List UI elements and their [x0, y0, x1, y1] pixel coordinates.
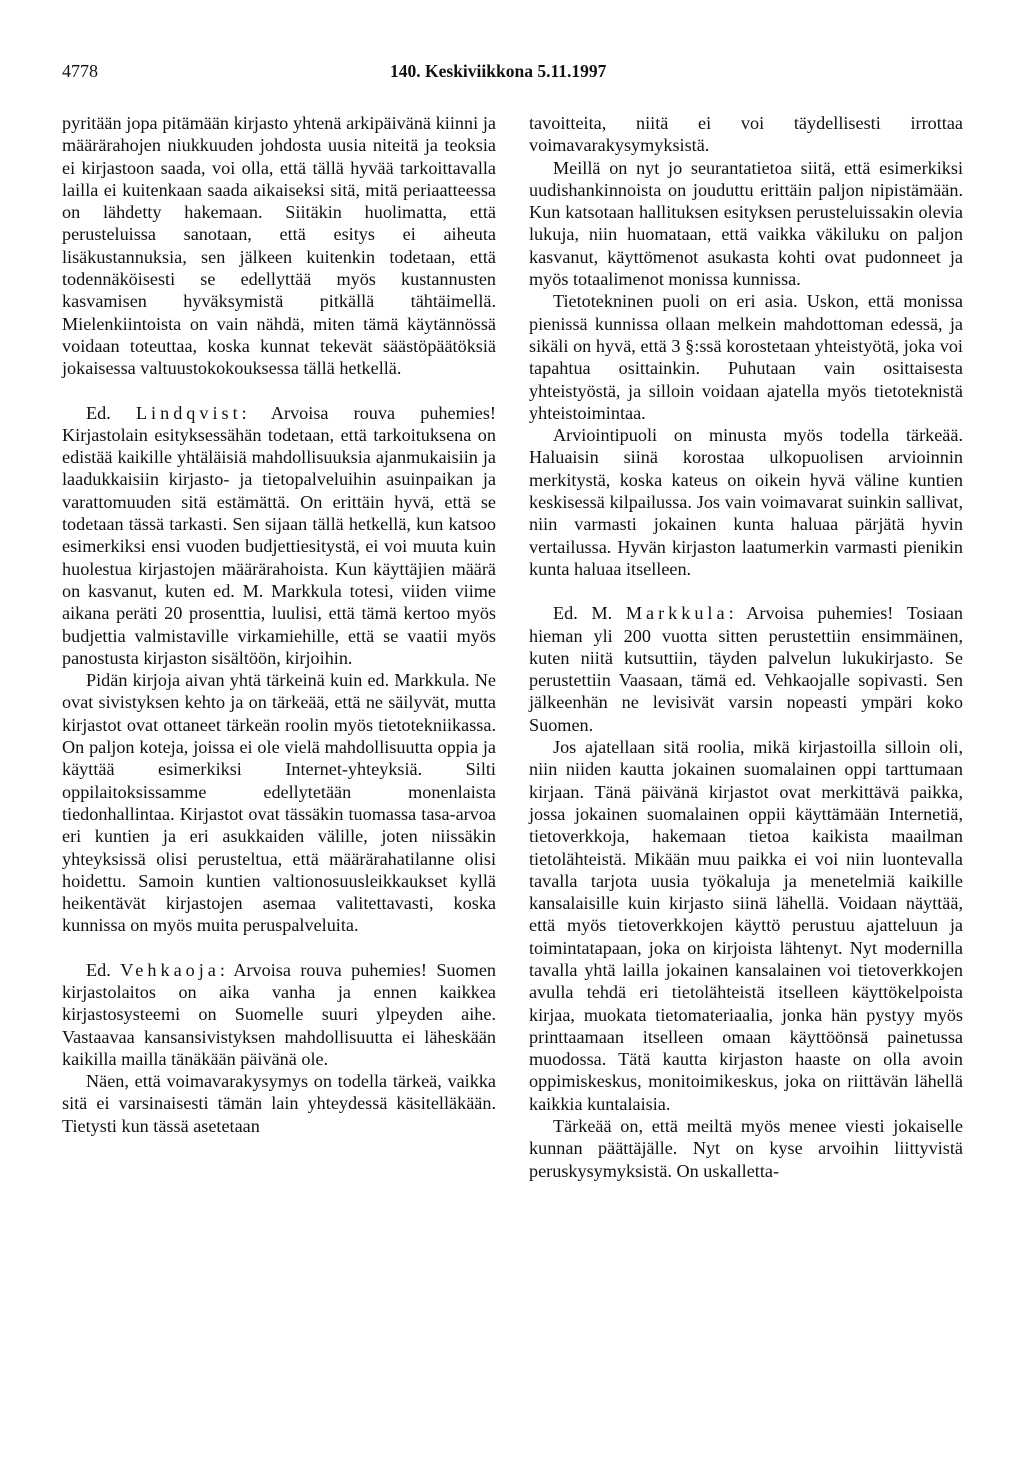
- page-number: 4778: [62, 61, 98, 81]
- paragraph: Tärkeää on, että meiltä myös menee viesti jokaiselle kunnan päättäjälle. Nyt on kyse arvoihin liittyvistä peruskysymyksistä. On uskalletta-: [529, 1116, 963, 1181]
- left-column: [62, 112, 496, 1137]
- speaker-name: Vehkaoja: [120, 959, 220, 980]
- session-header: 140. Keskiviikkona 5.11.1997: [390, 61, 607, 81]
- speech-text: : Arvoisa puhemies! Tosiaan hieman yli 200 vuotta sitten perustettiin ensimmäinen, kuten niitä kutsuttiin, täyden palvelun lukukirjasto. Se perustettiin Vaasaan, tämä ed. Vehkaojalle sopivasti. Sen jälkeenhän ne levisivät varsin nopeasti ympäri koko Suomen.: [529, 603, 963, 735]
- speech-lindqvist: [62, 402, 496, 670]
- paragraph: Pidän kirjoja aivan yhtä tärkeinä kuin ed. Markkula. Ne ovat sivistyksen kehto ja on tärkeää, että ne säilyvät, mutta kirjastot ovat ottaneet tärkeän roolin myös tietotekniikassa. On paljon koteja, joissa ei ole vielä mahdollisuutta oppia ja käyttää esimerkiksi Internet-yhteyksiä. Silti oppilaitoksissamme edellytetään monenlaista tiedonhallintaa. Kirjastot ovat tässäkin tuomassa tasa-arvoa eri kuntien ja eri asukkaiden välille, joten niissäkin yhteyksissä olisi perusteltua, että määrärahatilanne olisi hoidettu. Samoin kuntien valtionosuusleikkaukset kyllä heikentävät kirjastojen asemaa valitettavasti, koska kunnissa on myös muita peruspalveluita.: [62, 670, 496, 936]
- paragraph: Meillä on nyt jo seurantatietoa siitä, että esimerkiksi uudishankinnoista on jouduttu erittäin paljon nipistämään. Kun katsotaan hallituksen esityksen perusteluissakin olevia lukuja, niin huomataan, että vaikka väkiluku on paljon kasvanut, käyttömenot asukasta kohti ovat pudonneet ja myös totaalimenot monissa kunnissa.: [529, 157, 963, 290]
- paragraph: pyritään jopa pitämään kirjasto yhtenä arkipäivänä kiinni ja määrärahojen niukkuuden johdosta uusia niteitä ja teoksia ei kirjastoon saada, voi olla, että tällä hyvää tarkoittavalla lailla ei kuitenkaan saada aikaiseksi sitä, mitä periaatteessa on lähdetty hakemaan. Siitäkin huolimatta, että perusteluissa sanotaan, että esitys ei aiheuta lisäkustannuksia, sen jälkeen kuitenkin todetaan, että todennäköisesti se edellyttää myös kustannusten kasvamisen hyväksymistä pitkällä tähtäimellä. Mielenkiintoista on vain nähdä, miten tämä käytännössä voidaan toteuttaa, koska kunnat tekevät säästöpäätöksiä jokaisessa valtuustokokouksessa tällä hetkellä.: [62, 113, 496, 379]
- paragraph: Jos ajatellaan sitä roolia, mikä kirjastoilla silloin oli, niin niiden kautta jokainen suomalainen oppi tarttumaan kirjaan. Tänä päivänä kirjastot ovat merkittävä paikka, jossa jokainen suomalainen oppii käyttämään Internetiä, tietoverkkoja, hakemaan tietoa kaikista maailman tietolähteistä. Mikään muu paikka ei voi niin luontevalla tavalla tarjota uusia työkaluja ja menetelmiä kaikille kansalaisille kuin kirjasto siinä lähellä. Voidaan näyttää, että myös tietoverkkojen käyttö perustuu ajatteluun ja toimintatapaan, joka on kirjoista lähtenyt. Nyt modernilla tavalla yhtä lailla jokainen kansalainen voi tietoverkkojen avulla tehdä eri tietolähteistä itselleen käyttökelpoista kirjaa, muokata tietomateriaalia, jonka hän pystyy myös printtaamaan itselleen omaan käyttöönsä painetussa muodossa. Tätä kautta kirjaston haaste on olla avoin oppimiskeskus, monitoimikeskus, joka on riittävän lähellä kaikkia kuntalaisia.: [529, 737, 963, 1114]
- speech-text: : Arvoisa rouva puhemies! Suomen kirjastolaitos on aika vanha ja ennen kaikkea kirjastosysteemi on Suomelle suuri ylpeyden aihe. Vastaavaa kansansivistyksen mahdollisuutta ei läheskään kaikilla mailla tänäkään päivänä ole.: [62, 959, 496, 1069]
- speech-markkula: [529, 602, 963, 736]
- speech-prefix: Ed. M.: [553, 603, 626, 624]
- paragraph: Näen, että voimavarakysymys on todella tärkeä, vaikka sitä ei varsinaisesti tämän lain yhteydessä käsitelläkään. Tietysti kun tässä asetetaan: [62, 1071, 496, 1136]
- speech-prefix: Ed.: [86, 959, 121, 980]
- speaker-name: Markkula: [625, 603, 729, 624]
- speech-text: : Arvoisa rouva puhemies! Kirjastolain esityksessähän todetaan, että tarkoituksena on edistää kaikille yhtäläisiä mahdollisuuksia ajanmukaisiin ja laadukkaisiin kirjasto- ja tietopalveluihin asuinpaikan ja varattomuuden sitä estämättä. On erittäin hyvä, että se todetaan tässä tarkasti. Sen sijaan tällä hetkellä, kun katsoo esimerkiksi ensi vuoden budjettiesitystä, ei voi muuta kuin huolestua kirjastojen määrärahoista. Kun käyttäjien määrä on kasvanut, kuten ed. M. Markkula totesi, viiden viime aikana peräti 20 prosenttia, luulisi, että tämä kertoo myös budjettia valmistaville virkamiehille, että se vaatii myös panostusta kirjaston sisältöön, kirjoihin.: [62, 402, 496, 668]
- speech-prefix: Ed.: [86, 402, 136, 423]
- paragraph: tavoitteita, niitä ei voi täydellisesti irrottaa voimavarakysymyksistä.: [529, 113, 963, 156]
- paragraph: Arviointipuoli on minusta myös todella tärkeää. Haluaisin siinä korostaa ulkopuolisen arvioinnin merkitystä, koska kateus on oikein hyvä väline kuntien keskisessä kilpailussa. Jos vain voimavarat suinkin sallivat, niin varmasti jokainen kunta haluaa pärjätä hyvin vertailussa. Hyvän kirjaston laatumerkin varmasti pienikin kunta haluaa itselleen.: [529, 425, 963, 579]
- paragraph: Tietotekninen puoli on eri asia. Uskon, että monissa pienissä kunnissa ollaan melkein mahdottoman edessä, ja sikäli on hyvä, että 3 §:ssä korostetaan yhteistyötä, joka voi tapahtua osittainkin. Puhutaan vain osittaisesta yhteistyöstä, ja silloin voidaan ajatella myös tietoteknistä yhteistoimintaa.: [529, 291, 963, 423]
- speaker-name: Lindqvist: [135, 402, 242, 423]
- right-column: [529, 112, 963, 1182]
- speech-vehkaoja: [62, 959, 496, 1070]
